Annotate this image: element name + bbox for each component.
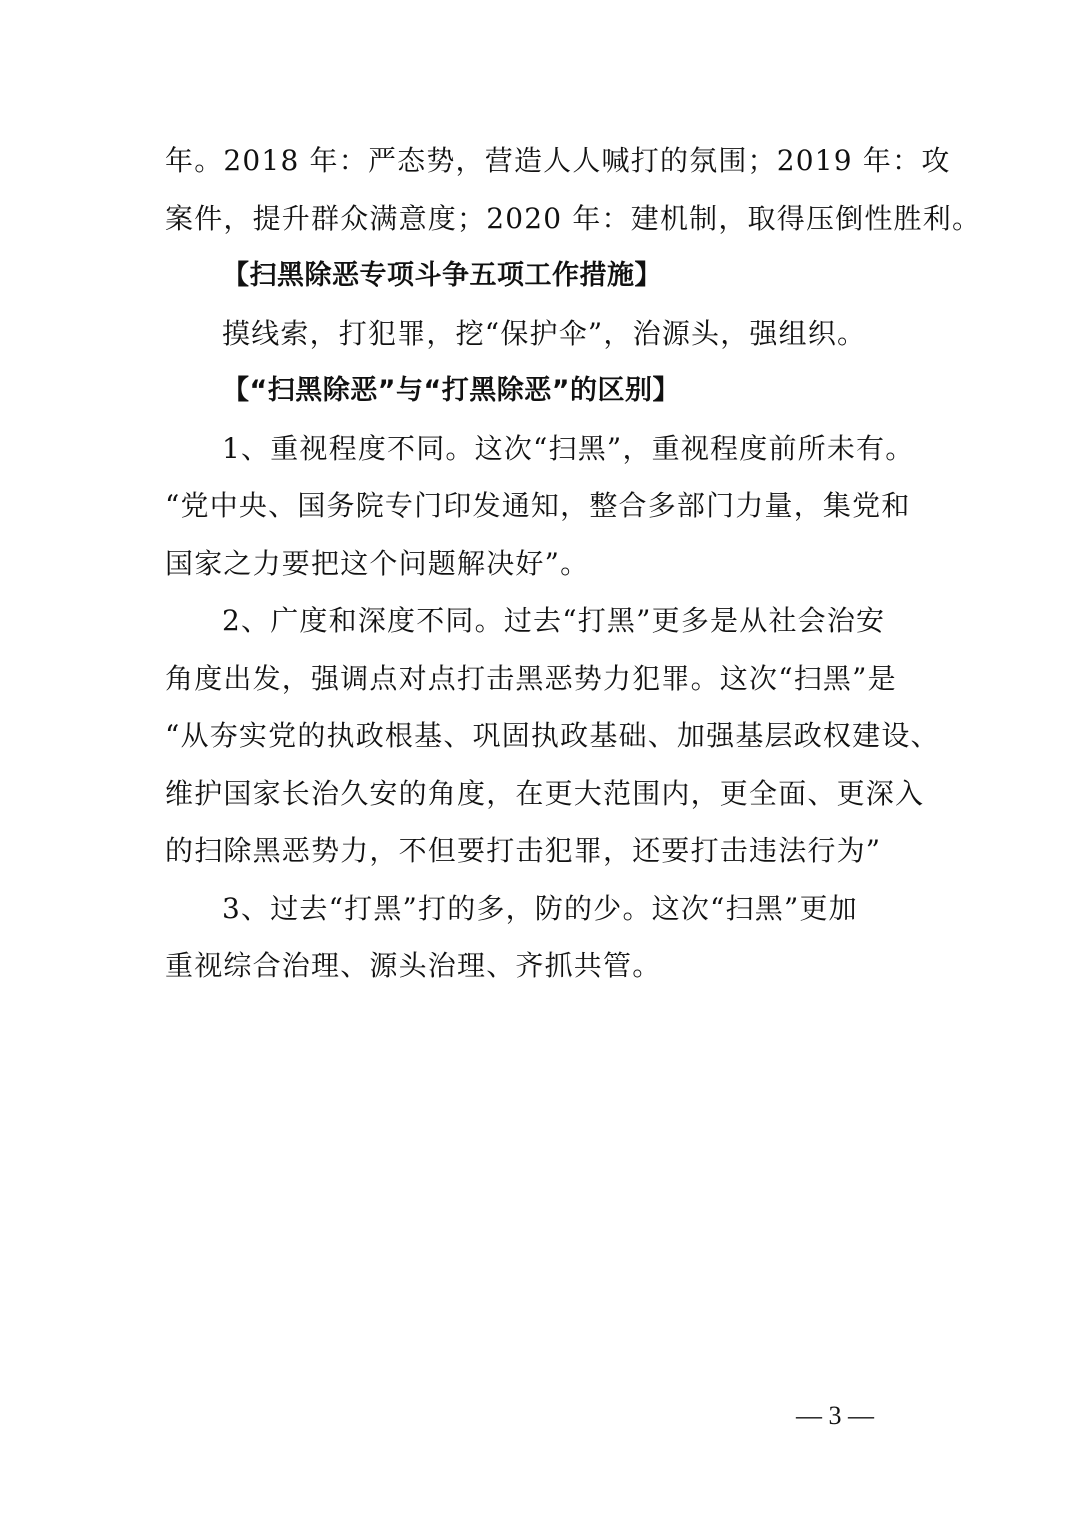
body-text-line: 国家之力要把这个问题解决好”。 <box>165 546 590 580</box>
section-heading-five-measures: 【扫黑除恶专项斗争五项工作措施】 <box>222 260 662 291</box>
body-text-line: “党中央、国务院专门印发通知，整合多部门力量，集党和 <box>165 489 911 522</box>
body-text-line: 摸线索，打犯罪，挖“保护伞”，治源头，强组织。 <box>222 316 867 350</box>
document-body <box>165 132 982 995</box>
body-text-line: 3、过去“打黑”打的多，防的少。这次“扫黑”更加 <box>222 891 858 925</box>
body-text-line: 维护国家长治久安的角度，在更大范围内，更全面、更深入 <box>165 776 925 810</box>
body-text-line: 重视综合治理、源头治理、齐抓共管。 <box>165 949 662 982</box>
page-number: — 3 — <box>796 1401 874 1430</box>
body-text-line: 案件，提升群众满意度；2020 年：建机制，取得压倒性胜利。 <box>165 201 982 235</box>
body-text-line: 年。2018 年：严态势，营造人人喊打的氛围；2019 年：攻 <box>165 144 951 177</box>
section-heading-difference: 【“扫黑除恶”与“打黑除恶”的区别】 <box>222 375 680 406</box>
body-text-line: 角度出发，强调点对点打击黑恶势力犯罪。这次“扫黑”是 <box>165 661 897 695</box>
body-text-line: 的扫除黑恶势力，不但要打击犯罪，还要打击违法行为” <box>165 834 882 867</box>
body-text-line: “从夯实党的执政根基、巩固执政基础、加强基层政权建设、 <box>165 719 940 752</box>
body-text-line: 2、广度和深度不同。过去“打黑”更多是从社会治安 <box>222 604 886 637</box>
body-text-line: 1、重视程度不同。这次“扫黑”，重视程度前所未有。 <box>222 431 915 465</box>
